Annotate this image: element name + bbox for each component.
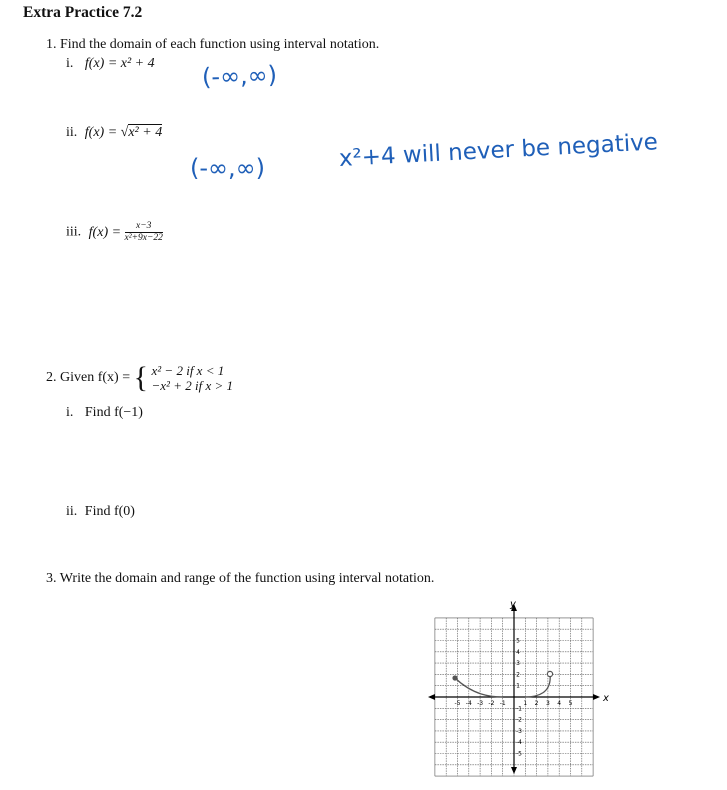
q2-prompt-text: 2. Given f(x) = bbox=[46, 370, 131, 385]
open-endpoint bbox=[547, 671, 552, 676]
question-1-prompt: 1. Find the domain of each function using interval notation. bbox=[46, 37, 380, 52]
function-graph bbox=[428, 596, 618, 778]
q1-iii-numerator: x−3 bbox=[125, 221, 163, 233]
y-tick-label: 2 bbox=[516, 671, 520, 679]
x-tick-label: 2 bbox=[534, 700, 539, 707]
y-tick-label: 4 bbox=[516, 648, 520, 656]
q1-ii-label: ii. bbox=[66, 125, 78, 140]
x-tick-label: 5 bbox=[568, 700, 573, 707]
piecewise-cases bbox=[152, 363, 233, 393]
y-tick-label: -4 bbox=[516, 739, 522, 747]
x-tick-label: 4 bbox=[557, 700, 562, 707]
closed-endpoint bbox=[452, 675, 457, 680]
q1-i-label: i. bbox=[66, 56, 74, 71]
x-tick-label: 1 bbox=[523, 700, 528, 707]
q2-ii-text: Find f(0) bbox=[84, 504, 135, 519]
piecewise-brace: { bbox=[133, 361, 149, 394]
q1-iii-denominator: x²+9x−22 bbox=[124, 233, 163, 243]
x-tick-label: -1 bbox=[499, 700, 506, 707]
handwritten-answer-i: (-∞,∞) bbox=[201, 60, 278, 92]
q1-ii-radicand: x² + 4 bbox=[128, 125, 163, 140]
q1-iii-label: iii. bbox=[66, 224, 82, 240]
x-tick-label: -3 bbox=[477, 700, 484, 707]
handwritten-note-ii: x²+4 will never be negative bbox=[338, 129, 659, 172]
q2-piece-1: x² − 2 if x < 1 bbox=[151, 363, 225, 378]
q1-i-expression: f(x) = x² + 4 bbox=[84, 56, 155, 71]
q2-i-label: i. bbox=[66, 405, 74, 420]
q1-part-i bbox=[66, 56, 155, 72]
q2-part-i bbox=[66, 405, 143, 421]
y-tick-label: -2 bbox=[516, 716, 522, 724]
y-axis-down-arrow bbox=[511, 767, 517, 774]
question-3-prompt: 3. Write the domain and range of the function using interval notation. bbox=[46, 571, 435, 586]
q1-iii-lhs: f(x) = bbox=[88, 224, 122, 240]
x-tick-label: 3 bbox=[545, 700, 550, 707]
y-tick-label: 1 bbox=[516, 682, 520, 690]
y-tick-label: -1 bbox=[516, 705, 522, 713]
page-title: Extra Practice 7.2 bbox=[23, 4, 143, 21]
q1-ii-expression-prefix: f(x) = √ bbox=[84, 125, 129, 140]
q1-iii-fraction bbox=[125, 221, 163, 244]
y-tick-label: 3 bbox=[516, 660, 520, 668]
q1-part-iii bbox=[66, 221, 163, 244]
x-axis-right-arrow bbox=[593, 694, 600, 700]
q2-ii-label: ii. bbox=[66, 504, 78, 519]
y-tick-label: -5 bbox=[516, 750, 522, 758]
x-axis-label: x bbox=[603, 693, 609, 704]
y-tick-label: -3 bbox=[516, 727, 522, 735]
question-2-prompt bbox=[46, 363, 233, 393]
q1-part-ii bbox=[66, 125, 162, 141]
handwritten-answer-ii: (-∞,∞) bbox=[190, 154, 265, 182]
q2-i-text: Find f(−1) bbox=[84, 405, 143, 420]
x-tick-label: -4 bbox=[465, 700, 472, 707]
q2-piece-2: −x² + 2 if x > 1 bbox=[151, 378, 233, 393]
x-tick-label: -5 bbox=[454, 700, 461, 707]
y-axis-label: y bbox=[510, 599, 516, 610]
q2-part-ii bbox=[66, 504, 135, 520]
x-axis-left-arrow bbox=[428, 694, 435, 700]
x-tick-label: -2 bbox=[488, 700, 495, 707]
y-tick-label: 5 bbox=[516, 637, 520, 645]
